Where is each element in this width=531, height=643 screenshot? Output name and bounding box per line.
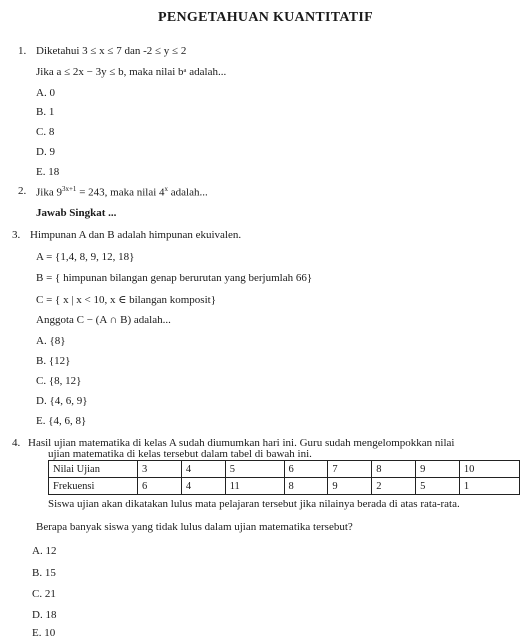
table-cell: 9 <box>328 478 372 495</box>
score-frequency-table <box>48 460 520 495</box>
q1-option-a[interactable]: A. 0 <box>36 87 55 99</box>
table-cell: 2 <box>372 478 416 495</box>
q3-set-b: B = { himpunan bilangan genap berurutan yang berjumlah 66} <box>36 272 313 284</box>
table-cell: 7 <box>328 461 372 478</box>
table-row <box>49 461 520 478</box>
section-short-answer: Jawab Singkat ... <box>36 207 117 219</box>
table-cell: 5 <box>416 478 460 495</box>
q3-number: 3. <box>12 229 21 241</box>
q4-option-b[interactable]: B. 15 <box>32 567 56 579</box>
q4-option-a[interactable]: A. 12 <box>32 545 57 557</box>
table-cell: 6 <box>284 461 328 478</box>
table-cell: 8 <box>284 478 328 495</box>
q4-number: 4. <box>12 437 21 449</box>
table-cell: 4 <box>181 478 225 495</box>
q1-line2: Jika a ≤ 2x − 3y ≤ b, maka nilai bᵃ adalah... <box>36 66 227 78</box>
q3-set-a: A = {1,4, 8, 9, 12, 18} <box>36 251 135 263</box>
q4-note: Siswa ujian akan dikatakan lulus mata pelajaran tersebut jika nilainya berada di atas rata-rata. <box>48 498 460 510</box>
q1-option-b[interactable]: B. 1 <box>36 106 55 118</box>
q1-number: 1. <box>18 45 27 57</box>
q2-text <box>36 185 208 199</box>
q1-option-c[interactable]: C. 8 <box>36 126 55 138</box>
table-header-frekuensi: Frekuensi <box>49 478 138 495</box>
table-cell: 5 <box>225 461 284 478</box>
q4-option-d[interactable]: D. 18 <box>32 609 57 621</box>
table-header-nilai: Nilai Ujian <box>49 461 138 478</box>
q3-option-b[interactable]: B. {12} <box>36 355 71 367</box>
q3-set-c: C = { x | x < 10, x ∈ bilangan komposit} <box>36 294 216 306</box>
q2-exponent-1: 3x+1 <box>61 185 77 193</box>
q4-line1: Hasil ujian matematika di kelas A sudah diumumkan hari ini. Guru sudah mengelompokkan nilai <box>28 437 455 449</box>
q1-option-d[interactable]: D. 9 <box>36 146 55 158</box>
table-cell: 9 <box>416 461 460 478</box>
q2-exponent-2: x <box>164 185 169 193</box>
page-title: PENGETAHUAN KUANTITATIF <box>158 10 373 25</box>
q2-text-mid: = 243, maka nilai 4 <box>76 186 165 199</box>
q3-option-d[interactable]: D. {4, 6, 9} <box>36 395 88 407</box>
q1-line1: Diketahui 3 ≤ x ≤ 7 dan -2 ≤ y ≤ 2 <box>36 45 187 57</box>
q2-text-after: adalah... <box>168 186 208 199</box>
table-cell: 11 <box>225 478 284 495</box>
q2-number: 2. <box>18 185 27 197</box>
q3-option-c[interactable]: C. {8, 12} <box>36 375 82 387</box>
q4-line2: ujian matematika di kelas tersebut dalam tabel di bawah ini. <box>48 448 312 460</box>
q4-question: Berapa banyak siswa yang tidak lulus dalam ujian matematika tersebut? <box>36 521 353 533</box>
q3-question: Anggota C − (A ∩ B) adalah... <box>36 314 171 326</box>
table-cell: 3 <box>138 461 182 478</box>
q2-text-before: Jika 9 <box>36 186 62 199</box>
table-row <box>49 478 520 495</box>
table-cell: 4 <box>181 461 225 478</box>
q1-option-e[interactable]: E. 18 <box>36 166 60 178</box>
q3-option-e[interactable]: E. {4, 6, 8} <box>36 415 87 427</box>
q3-option-a[interactable]: A. {8} <box>36 335 66 347</box>
q3-line1: Himpunan A dan B adalah himpunan ekuivalen. <box>30 229 242 241</box>
table-cell: 10 <box>459 461 519 478</box>
q4-option-e[interactable]: E. 10 <box>32 627 56 639</box>
table-cell: 8 <box>372 461 416 478</box>
table-cell: 6 <box>138 478 182 495</box>
q4-option-c[interactable]: C. 21 <box>32 588 56 600</box>
table-cell: 1 <box>459 478 519 495</box>
